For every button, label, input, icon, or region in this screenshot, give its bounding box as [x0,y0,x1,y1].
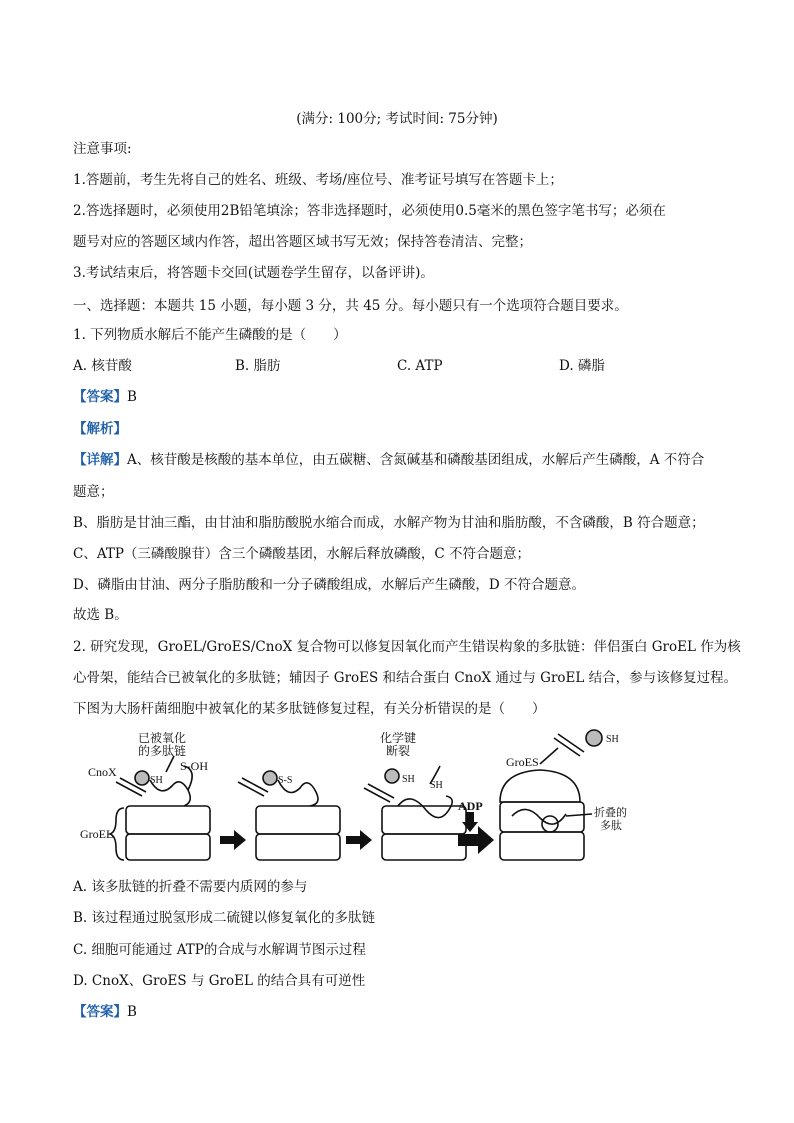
q1-detail-4: C、ATP（三磷酸腺苷）含三个磷酸基团，水解后释放磷酸，C 不符合题意； [73,546,531,562]
label-adp: ADP [458,799,483,813]
label-break-2: 断裂 [386,744,411,758]
q1-option-d: D. 磷脂 [559,358,605,374]
score-time-header: (满分: 100分; 考试时间: 75分钟) [296,111,498,127]
label-ss: S-S [278,775,293,786]
cnox-arm-3 [364,784,394,802]
label-sh-1: SH [150,775,163,786]
groel-barrel-4-bottom [500,832,584,860]
label-sh-3: SH [430,780,443,791]
section-title: 一、选择题：本题共 15 小题，每小题 3 分，共 45 分。每小题只有一个选项符合题目要求。 [73,298,628,314]
q1-option-b: B. 脂肪 [235,358,281,374]
cnox-arm-4 [554,734,584,756]
q2-option-c: C. 细胞可能通过 ATP的合成与水解调节图示过程 [73,942,366,958]
notice-item-1: 1.答题前，考生先将自己的姓名、班级、考场/座位号、准考证号填写在答题卡上； [73,172,563,188]
cnox-head-4 [586,730,602,746]
arrow-3 [458,826,494,854]
q1-answer [73,388,137,406]
arrow-2 [346,830,372,850]
adp-arrow [462,812,478,832]
label-groes: GroES [506,755,539,769]
q2-option-a: A. 该多肽链的折叠不需要内质网的参与 [73,879,308,895]
q1-answer-value: B [127,389,137,405]
q1-detail-text-1: A、核苷酸是核酸的基本单位，由五碳糖、含氮碱基和磷酸基团组成，水解后产生磷酸，A 不符合 [127,452,705,468]
label-sh-2: SH [402,774,415,785]
label-groel: GroEL [80,827,114,841]
q1-stem: 1. 下列物质水解后不能产生磷酸的是（ ） [73,327,347,343]
q1-detail-3: B、脂肪是甘油三酯，由甘油和脂肪酸脱水缩合而成，水解产物为甘油和脂肪酸，不含磷酸，B 符合题意； [73,515,705,531]
label-folded-2: 多肽 [600,820,622,832]
q2-option-d: D. CnoX、GroES 与 GroEL 的结合具有可逆性 [73,973,366,989]
label-soh: S-OH [180,759,209,773]
q2-answer-value: B [127,1004,137,1020]
q1-answer-tag: 【答案】 [73,389,127,405]
notice-item-2-cont: 题号对应的答题区域内作答，超出答题区域书写无效；保持答卷清洁、完整； [73,234,532,250]
label-break-1: 化学键 [380,731,417,745]
groel-barrel-2-top [256,806,340,834]
q1-option-a: A. 核苷酸 [73,358,132,374]
q2-option-b: B. 该过程通过脱氢形成二硫键以修复氧化的多肽链 [73,910,376,926]
q1-conclusion: 故选 B。 [73,607,128,623]
release-arrow [540,748,558,764]
label-cnox: CnoX [88,765,117,779]
notice-title: 注意事项: [73,141,132,157]
groel-barrel-2-bottom [256,834,340,860]
groel-barrel-1-bottom [126,834,210,860]
groel-barrel-1-top [126,806,210,834]
q2-stem-1: 2. 研究发现，GroEL/GroES/CnoX 复合物可以修复因氧化而产生错误构象的多肽链：伴侣蛋白 GroEL 作为核 [73,639,741,655]
q2-answer-tag: 【答案】 [73,1004,127,1020]
notice-item-2: 2.答选择题时，必须使用2B铅笔填涂；答非选择题时，必须使用0.5毫米的黑色签字笔书写；必须在 [73,203,666,219]
label-folded-1: 折叠的 [594,807,627,819]
q1-analysis-tag: 【解析】 [73,421,127,437]
q1-detail-2: 题意； [73,484,114,500]
q2-figure [80,726,730,866]
label-oxidized-1: 已被氧化 [138,731,187,745]
q1-options [73,357,721,375]
q2-stem-3: 下图为大肠杆菌细胞中被氧化的某多肽链修复过程，有关分析错误的是（ ） [73,701,546,717]
q1-detail-1 [73,451,704,469]
groel-barrel-3-top [382,806,466,834]
leader-folded [566,814,592,816]
q1-analysis [73,420,127,438]
leader-oxidized [166,756,174,772]
q1-option-c: C. ATP [397,358,443,374]
q1-detail-5: D、磷脂由甘油、两分子脂肪酸和一分子磷酸组成，水解后产生磷酸，D 不符合题意。 [73,577,585,593]
q2-stem-2: 心骨架，能结合已被氧化的多肽链；辅因子 GroES 和结合蛋白 CnoX 通过与 GroEL 结合，参与该修复过程。 [73,670,738,686]
cnox-head-3 [385,769,399,783]
groel-barrel-3-bottom [382,834,466,860]
cnox-head-1 [135,771,149,785]
q2-answer [73,1003,137,1021]
cnox-head-2 [263,771,277,785]
label-oxidized-2: 的多肽链 [138,744,187,758]
arrow-1 [220,830,246,850]
q1-detail-tag: 【详解】 [73,452,127,468]
label-sh-4: SH [606,734,619,745]
notice-item-3: 3.考试结束后，将答题卡交回(试题卷学生留存，以备评讲)。 [73,265,434,281]
groes-cap [500,770,580,802]
